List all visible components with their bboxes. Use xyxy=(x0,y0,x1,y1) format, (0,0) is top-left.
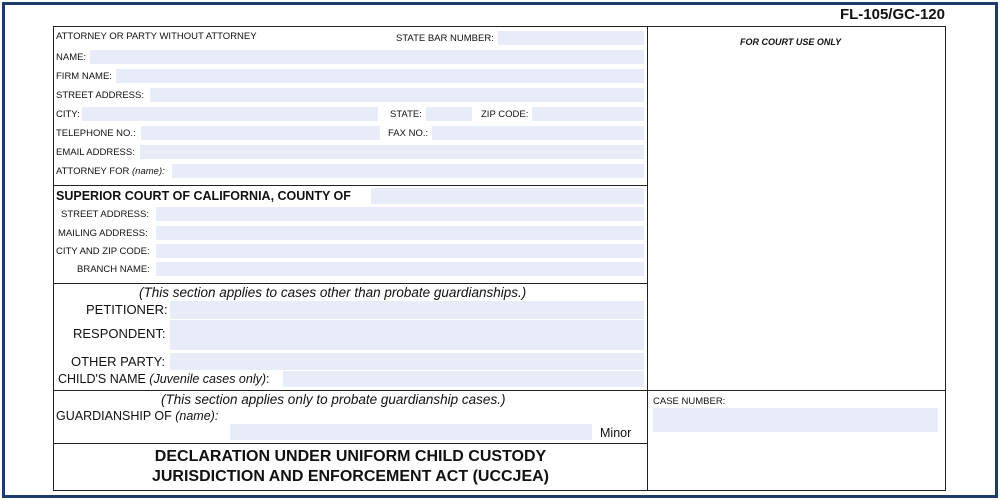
email-label: EMAIL ADDRESS: xyxy=(56,147,135,158)
name-label: NAME: xyxy=(56,52,87,63)
form-number: FL-105/GC-120 xyxy=(839,6,945,23)
court-mailing-label: MAILING ADDRESS: xyxy=(58,228,148,239)
other-party-field[interactable] xyxy=(170,353,644,370)
guardianship-label-note: (name): xyxy=(175,409,219,423)
attorney-for-field[interactable] xyxy=(172,164,644,178)
attorney-header: ATTORNEY OR PARTY WITHOUT ATTORNEY xyxy=(56,31,257,42)
parties-note: (This section applies to cases other than probate guardianships.) xyxy=(139,285,527,300)
respondent-field[interactable] xyxy=(170,320,644,350)
court-header: SUPERIOR COURT OF CALIFORNIA, COUNTY OF xyxy=(56,189,351,203)
name-field[interactable] xyxy=(90,50,644,64)
branch-field[interactable] xyxy=(156,262,644,276)
case-number-field[interactable] xyxy=(653,408,938,432)
child-name-label xyxy=(58,372,270,386)
child-name-text: CHILD'S NAME xyxy=(58,372,150,386)
other-party-label: OTHER PARTY: xyxy=(71,354,166,369)
phone-field[interactable] xyxy=(141,126,380,140)
state-label: STATE: xyxy=(390,109,422,120)
zip-field[interactable] xyxy=(532,107,644,121)
case-number-label: CASE NUMBER: xyxy=(653,396,726,407)
firm-label: FIRM NAME: xyxy=(56,71,112,82)
fax-label: FAX NO.: xyxy=(388,128,429,139)
attorney-for-label xyxy=(56,166,165,177)
child-name-colon: : xyxy=(266,372,270,386)
form-title-line-1: DECLARATION UNDER UNIFORM CHILD CUSTODY xyxy=(154,448,547,465)
respondent-label: RESPONDENT: xyxy=(73,326,166,341)
fax-field[interactable] xyxy=(432,126,644,140)
bar-number-field[interactable] xyxy=(498,31,644,45)
street-field[interactable] xyxy=(150,88,644,102)
form-title-line-2: JURISDICTION AND ENFORCEMENT ACT (UCCJEA) xyxy=(151,468,550,485)
email-field[interactable] xyxy=(140,145,644,159)
court-use-label: FOR COURT USE ONLY xyxy=(740,37,842,47)
firm-field[interactable] xyxy=(116,69,644,83)
bar-number-label: STATE BAR NUMBER: xyxy=(396,33,494,44)
court-street-label: STREET ADDRESS: xyxy=(61,209,149,220)
petitioner-field[interactable] xyxy=(170,301,644,319)
attorney-for-note: (name): xyxy=(132,166,165,177)
court-street-field[interactable] xyxy=(156,207,644,221)
city-label: CITY: xyxy=(56,109,80,120)
guardianship-text: GUARDIANSHIP OF xyxy=(56,409,176,423)
state-field[interactable] xyxy=(426,107,472,121)
city-field[interactable] xyxy=(82,107,378,121)
petitioner-label: PETITIONER: xyxy=(86,302,168,317)
court-city-zip-label: CITY AND ZIP CODE: xyxy=(56,246,150,257)
guardianship-label xyxy=(56,409,218,423)
phone-label: TELEPHONE NO.: xyxy=(56,128,136,139)
branch-label: BRANCH NAME: xyxy=(77,264,150,275)
county-field[interactable] xyxy=(371,188,644,204)
child-name-field[interactable] xyxy=(283,371,644,387)
attorney-for-text: ATTORNEY FOR xyxy=(56,166,133,177)
zip-label: ZIP CODE: xyxy=(481,109,529,120)
court-use-section xyxy=(647,26,946,391)
court-mailing-field[interactable] xyxy=(156,226,644,240)
court-city-zip-field[interactable] xyxy=(156,244,644,258)
minor-label: Minor xyxy=(600,426,632,440)
guardianship-field[interactable] xyxy=(230,424,592,440)
street-label: STREET ADDRESS: xyxy=(56,90,144,101)
guardianship-note: (This section applies only to probate guardianship cases.) xyxy=(161,392,506,407)
child-name-note: (Juvenile cases only) xyxy=(149,372,267,386)
